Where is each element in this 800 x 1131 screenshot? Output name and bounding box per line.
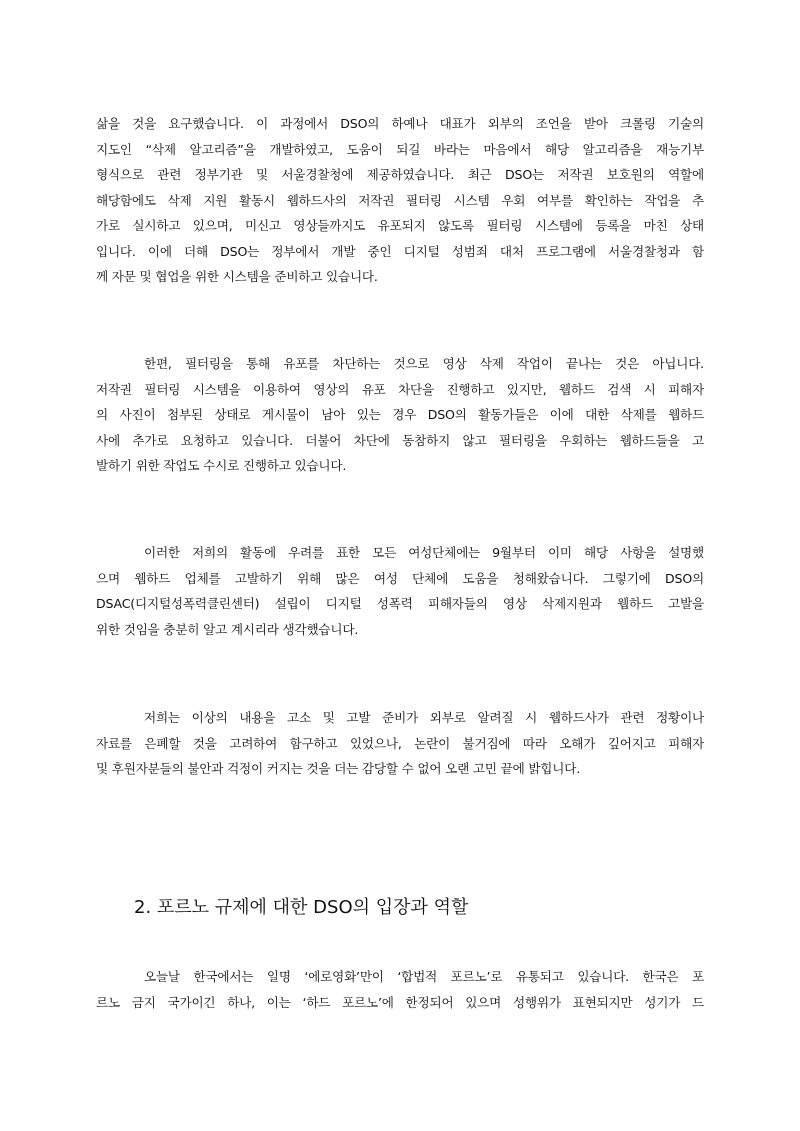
paragraph-line: 이러한 저희의 활동에 우려를 표한 모든 여성단체에는 9월부터 이미 해당 사항을 설명했	[144, 545, 704, 560]
paragraph-line: DSAC(디지털성폭력클린센터) 설립이 디지털 성폭력 피해자들의 영상 삭제지원과 웹하드 고발을	[96, 596, 704, 611]
paragraph-2	[96, 355, 704, 475]
paragraph-line: 형식으로 관련 정부기관 및 서울경찰청에 제공하였습니다. 최근 DSO는 저작권 보호원의 역할에	[96, 167, 704, 182]
paragraph-5	[96, 968, 704, 1011]
paragraph-line: 저희는 이상의 내용을 고소 및 고발 준비가 외부로 알려질 시 웹하드사가 관련 정황이나	[144, 710, 704, 725]
paragraph-line: 발하기 위한 작업도 수시로 진행하고 있습니다.	[96, 458, 347, 473]
section-heading: 2. 포르노 규제에 대한 DSO의 입장과 역할	[134, 897, 469, 918]
paragraph-line: 및 후원자분들의 불안과 걱정이 커지는 것을 더는 감당할 수 없어 오랜 고민 끝에 밝힙니다.	[96, 761, 581, 776]
paragraph-line: 입니다. 이에 더해 DSO는 정부에서 개발 중인 디지털 성범죄 대처 프로그램에 서울경찰청과 함	[96, 243, 704, 259]
paragraph-4	[96, 709, 704, 778]
paragraph-line: 의 사진이 첨부된 상태로 게시물이 남아 있는 경우 DSO의 활동가들은 이에 대한 삭제를 웹하드	[96, 407, 704, 422]
paragraph-line: 르노 금지 국가이긴 하나, 이는 ‘하드 포르노’에 한정되어 있으며 성행위가 표현되지만 성기가 드	[96, 994, 704, 1010]
paragraph-line: 삶을 것을 요구했습니다. 이 과정에서 DSO의 하예나 대표가 외부의 조언을 받아 크롤링 기술의	[96, 116, 704, 131]
paragraph-line: 저작권 필터링 시스템을 이용하여 영상의 유포 차단을 진행하고 있지만, 웹하드 검색 시 피해자	[96, 381, 704, 397]
paragraph-3	[96, 544, 704, 638]
paragraph-line: 자료를 은폐할 것을 고려하여 함구하고 있었으나, 논란이 불거짐에 따라 오해가 깊어지고 피해자	[96, 735, 704, 751]
paragraph-line: 오늘날 한국에서는 일명 ‘에로영화’만이 ‘합법적 포르노’로 유통되고 있습니다. 한국은 포	[144, 969, 704, 984]
paragraph-line: 한편, 필터링을 통해 유포를 차단하는 것으로 영상 삭제 작업이 끝나는 것은 아닙니다.	[144, 356, 704, 371]
paragraph-line: 사에 추가로 요청하고 있습니다. 더불어 차단에 동참하지 않고 필터링을 우회하는 웹하드들을 고	[96, 432, 704, 448]
paragraph-line: 지도인 “삭제 알고리즘”을 개발하였고, 도움이 되길 바라는 마음에서 해당 알고리즘을 재능기부	[96, 141, 704, 157]
paragraph-line: 께 자문 및 협업을 위한 시스템을 준비하고 있습니다.	[96, 269, 378, 284]
paragraph-line: 으며 웹하드 업체를 고발하기 위해 많은 여성 단체에 도움을 청해왔습니다. 그렇기에 DSO의	[96, 570, 704, 586]
paragraph-line: 해당함에도 삭제 지원 활동시 웹하드사의 저작권 필터링 시스템 우회 여부를 확인하는 작업을 추	[96, 192, 704, 208]
paragraph-line: 가로 실시하고 있으며, 미신고 영상들까지도 유포되지 않도록 필터링 시스템에 등록을 마친 상태	[96, 218, 704, 233]
paragraph-1	[96, 115, 704, 286]
paragraph-line: 위한 것임을 충분히 알고 계시리라 생각했습니다.	[96, 621, 359, 637]
